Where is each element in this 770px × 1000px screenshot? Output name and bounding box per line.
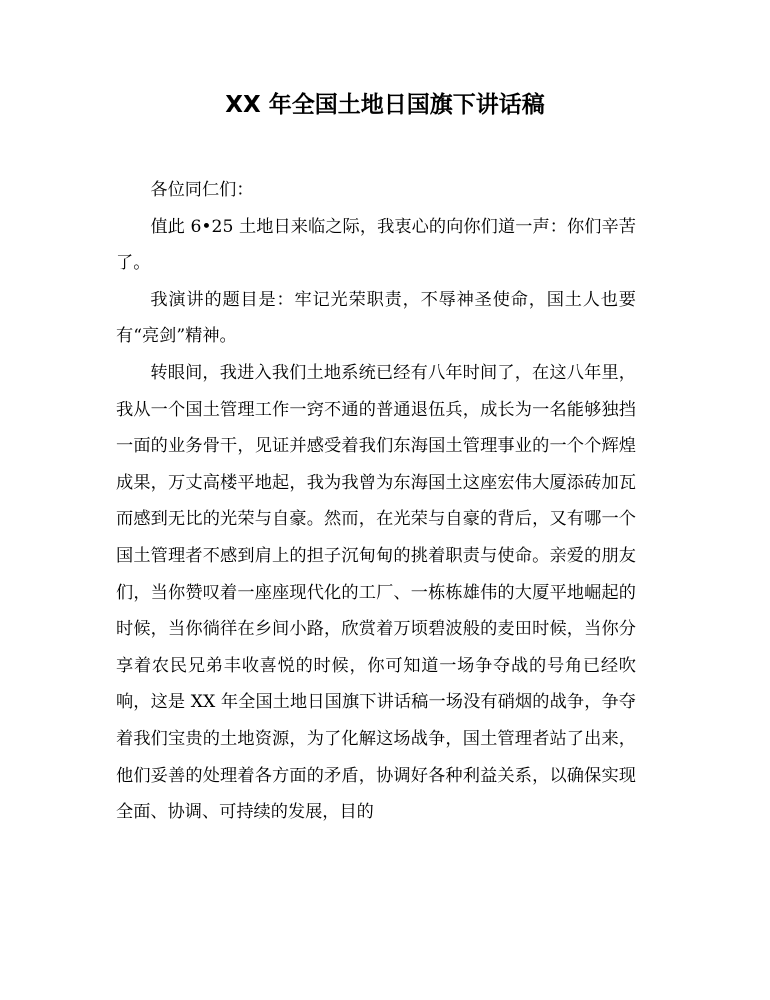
document-body xyxy=(116,172,636,831)
paragraph: 转眼间，我进入我们土地系统已经有八年时间了，在这八年里，我从一个国土管理工作一窍不通的普通退伍兵，成长为一名能够独挡一面的业务骨干，见证并感受着我们东海国土管理事业的一个个辉煌成果，万丈高楼平地起，我为我曾为东海国土这座宏伟大厦添砖加瓦而感到无比的光荣与自豪。然而，在光荣与自豪的背后，又有哪一个国土管理者不感到肩上的担子沉甸甸的挑着职责与使命。亲爱的朋友们，当你赞叹着一座座现代化的工厂、一栋栋雄伟的大厦平地崛起的时候，当你徜徉在乡间小路，欣赏着万顷碧波般的麦田时候，当你分享着农民兄弟丰收喜悦的时候，你可知道一场争夺战的号角已经吹响，这是 XX 年全国土地日国旗下讲话稿一场没有硝烟的战争，争夺着我们宝贵的土地资源，为了化解这场战争，国土管理者站了出来，他们妥善的处理着各方面的矛盾，协调好各种利益关系，以确保实现全面、协调、可持续的发展，目的 xyxy=(116,362,636,823)
paragraph: 值此 6•25 土地日来临之际，我衷心的向你们道一声：你们辛苦了。 xyxy=(116,216,636,274)
paragraph: 我演讲的题目是：牢记光荣职责，不辱神圣使命，国土人也要有“亮剑”精神。 xyxy=(116,289,636,347)
greeting-paragraph: 各位同仁们： xyxy=(150,180,254,200)
document-title: XX 年全国土地日国旗下讲话稿 xyxy=(225,92,545,118)
